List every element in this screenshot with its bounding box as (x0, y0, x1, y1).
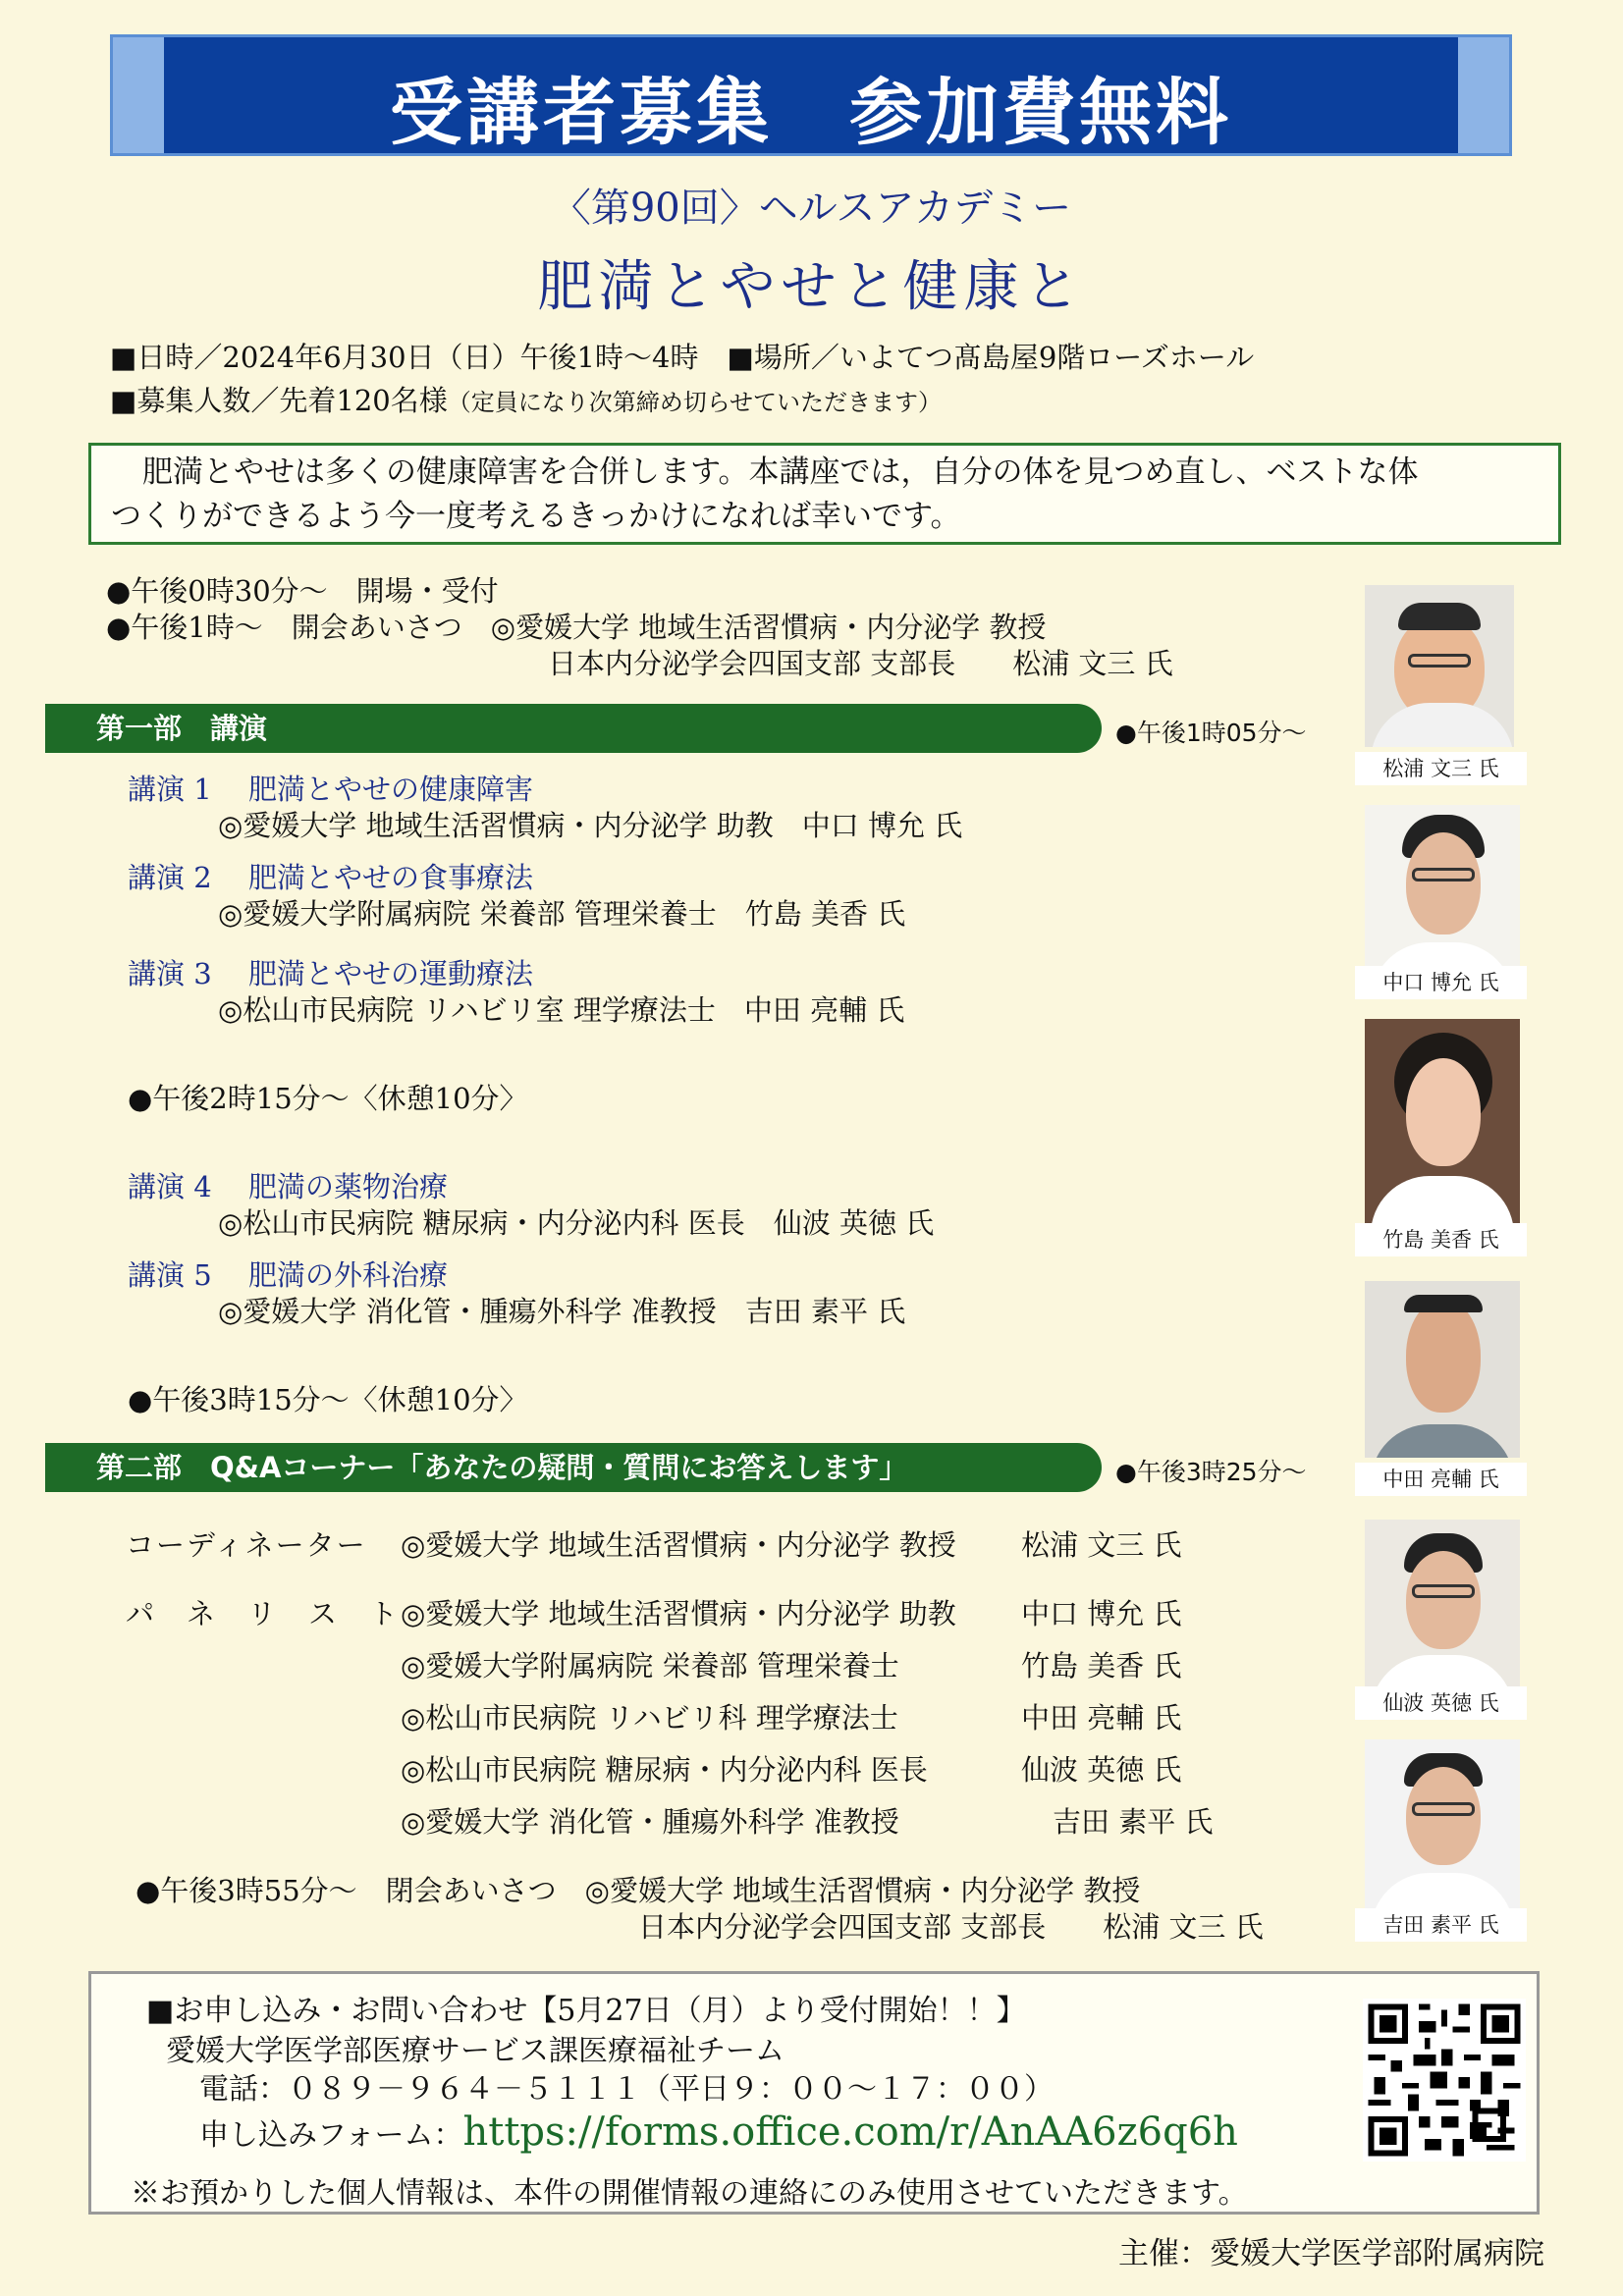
lecture-2-number: 講演 2 (128, 861, 212, 894)
photo-caption: 中田 亮輔 氏 (1355, 1463, 1527, 1496)
lecture-3-number: 講演 3 (128, 957, 212, 990)
lecture-1-title: 肥満とやせの健康障害 (248, 773, 534, 806)
speaker-photo (1365, 585, 1514, 747)
intro-line-1: 肥満とやせは多くの健康障害を合併します。本講座では，自分の体を見つめ直し、ベストな体 (142, 454, 1419, 490)
event-capacity (110, 379, 942, 419)
section-bar-part2: 第二部 Q&Aコーナー「あなたの疑問・質問にお答えします」 (45, 1443, 1102, 1492)
header-banner (110, 34, 1512, 156)
lecture-3-speaker: ◎松山市民病院 リハビリ室 理学療法士 中田 亮輔 氏 (218, 993, 905, 1027)
break-1: ●午後2時15分～〈休憩10分〉 (128, 1082, 528, 1115)
lecture-4-number: 講演 4 (128, 1170, 212, 1203)
speaker-photo (1365, 1739, 1520, 1908)
lecture-3-title: 肥満とやせの運動療法 (248, 957, 534, 990)
panelist-4-affiliation: ◎松山市民病院 糖尿病・内分泌内科 医長 (401, 1753, 928, 1787)
panelist-5-affiliation: ◎愛媛大学 消化管・腫瘍外科学 准教授 (401, 1805, 899, 1839)
lecture-4-title: 肥満の薬物治療 (248, 1170, 449, 1203)
section-bar-part1: 第一部 講演 (45, 704, 1102, 753)
form-label: 申し込みフォーム： (199, 2118, 463, 2153)
lecture-1-speaker: ◎愛媛大学 地域生活習慣病・内分泌学 助教 中口 博允 氏 (218, 809, 963, 842)
privacy-note: ※お預かりした個人情報は、本件の開催情報の連絡にのみ使用させていただきます。 (131, 2176, 1248, 2211)
panelist-2-name: 竹島 美香 氏 (1021, 1649, 1182, 1682)
event-datetime-location: ■日時／2024年6月30日（日）午後1時～4時 ■場所／いよてつ髙島屋9階ローズホール (110, 341, 1255, 374)
lecture-1-number: 講演 1 (128, 773, 212, 806)
panelist-4-name: 仙波 英徳 氏 (1021, 1753, 1182, 1787)
intro-box (88, 443, 1561, 545)
intro-line-2: つくりができるよう今一度考えるきっかけになれば幸いです。 (111, 499, 961, 534)
photo-caption: 吉田 素平 氏 (1355, 1908, 1527, 1942)
schedule-closing: ●午後3時55分～ 閉会あいさつ ◎愛媛大学 地域生活習慣病・内分泌学 教授 (135, 1874, 1141, 1907)
photo-caption: 松浦 文三 氏 (1355, 752, 1527, 785)
event-title: 肥満とやせと健康と (537, 255, 1086, 319)
speaker-photo (1365, 805, 1520, 982)
host-organization: 主催：愛媛大学医学部附属病院 (1118, 2236, 1544, 2271)
form-url-link[interactable]: https://forms.office.com/r/AnAA6z6q6h (462, 2109, 1238, 2155)
panelist-3-name: 中田 亮輔 氏 (1021, 1701, 1182, 1735)
part1-time: ●午後1時05分～ (1115, 719, 1307, 747)
speaker-photo (1365, 1019, 1520, 1225)
contact-organization: 愛媛大学医学部医療サービス課医療福祉チーム (166, 2034, 784, 2068)
photo-caption: 仙波 英徳 氏 (1355, 1686, 1527, 1720)
contact-phone: 電話：０８９－９６４－５１１１（平日９：００～１７：００） (199, 2072, 1054, 2107)
qr-code[interactable] (1363, 1999, 1526, 2162)
contact-heading: ■お申し込み・お問い合わせ【5月27日（月）より受付開始！！】 (146, 1994, 1026, 2028)
capacity-note: （定員になり次第締め切らせていただきます） (447, 389, 943, 416)
lecture-5-title: 肥満の外科治療 (248, 1258, 449, 1292)
lecture-5-number: 講演 5 (128, 1258, 212, 1292)
banner-title: 受講者募集 参加費無料 (390, 71, 1232, 155)
part2-time: ●午後3時25分～ (1115, 1458, 1307, 1486)
panelist-2-affiliation: ◎愛媛大学附属病院 栄養部 管理栄養士 (401, 1649, 899, 1682)
contact-form (199, 2109, 1238, 2155)
speaker-photo (1365, 1281, 1520, 1458)
lecture-2-speaker: ◎愛媛大学附属病院 栄養部 管理栄養士 竹島 美香 氏 (218, 897, 906, 931)
schedule-closing-speaker: 日本内分泌学会四国支部 支部長 松浦 文三 氏 (638, 1910, 1264, 1944)
speaker-photo (1365, 1520, 1520, 1692)
coordinator-affiliation: ◎愛媛大学 地域生活習慣病・内分泌学 教授 (401, 1528, 956, 1562)
schedule-opening-speaker: 日本内分泌学会四国支部 支部長 松浦 文三 氏 (548, 647, 1173, 680)
coordinator-name: 松浦 文三 氏 (1021, 1528, 1182, 1562)
event-subtitle: 〈第90回〉ヘルスアカデミー (551, 186, 1072, 231)
panelist-5-name: 吉田 素平 氏 (1053, 1805, 1214, 1839)
contact-box (88, 1971, 1540, 2215)
schedule-reception: ●午後0時30分～ 開場・受付 (106, 574, 499, 608)
schedule-opening: ●午後1時～ 開会あいさつ ◎愛媛大学 地域生活習慣病・内分泌学 教授 (106, 611, 1047, 644)
lecture-5-speaker: ◎愛媛大学 消化管・腫瘍外科学 准教授 吉田 素平 氏 (218, 1295, 906, 1328)
lecture-2-title: 肥満とやせの食事療法 (248, 861, 534, 894)
photo-caption: 中口 博允 氏 (1355, 966, 1527, 999)
coordinator-label: コーディネーター (126, 1528, 367, 1562)
photo-caption: 竹島 美香 氏 (1355, 1223, 1527, 1256)
panelist-1-name: 中口 博允 氏 (1021, 1597, 1182, 1630)
break-2: ●午後3時15分～〈休憩10分〉 (128, 1383, 528, 1416)
panelist-1-affiliation: ◎愛媛大学 地域生活習慣病・内分泌学 助教 (401, 1597, 956, 1630)
panelist-3-affiliation: ◎松山市民病院 リハビリ科 理学療法士 (401, 1701, 898, 1735)
lecture-4-speaker: ◎松山市民病院 糖尿病・内分泌内科 医長 仙波 英徳 氏 (218, 1206, 935, 1240)
panelist-label: パ ネ リ ス ト (126, 1597, 401, 1630)
capacity-text: ■募集人数／先着120名様 (110, 384, 448, 417)
